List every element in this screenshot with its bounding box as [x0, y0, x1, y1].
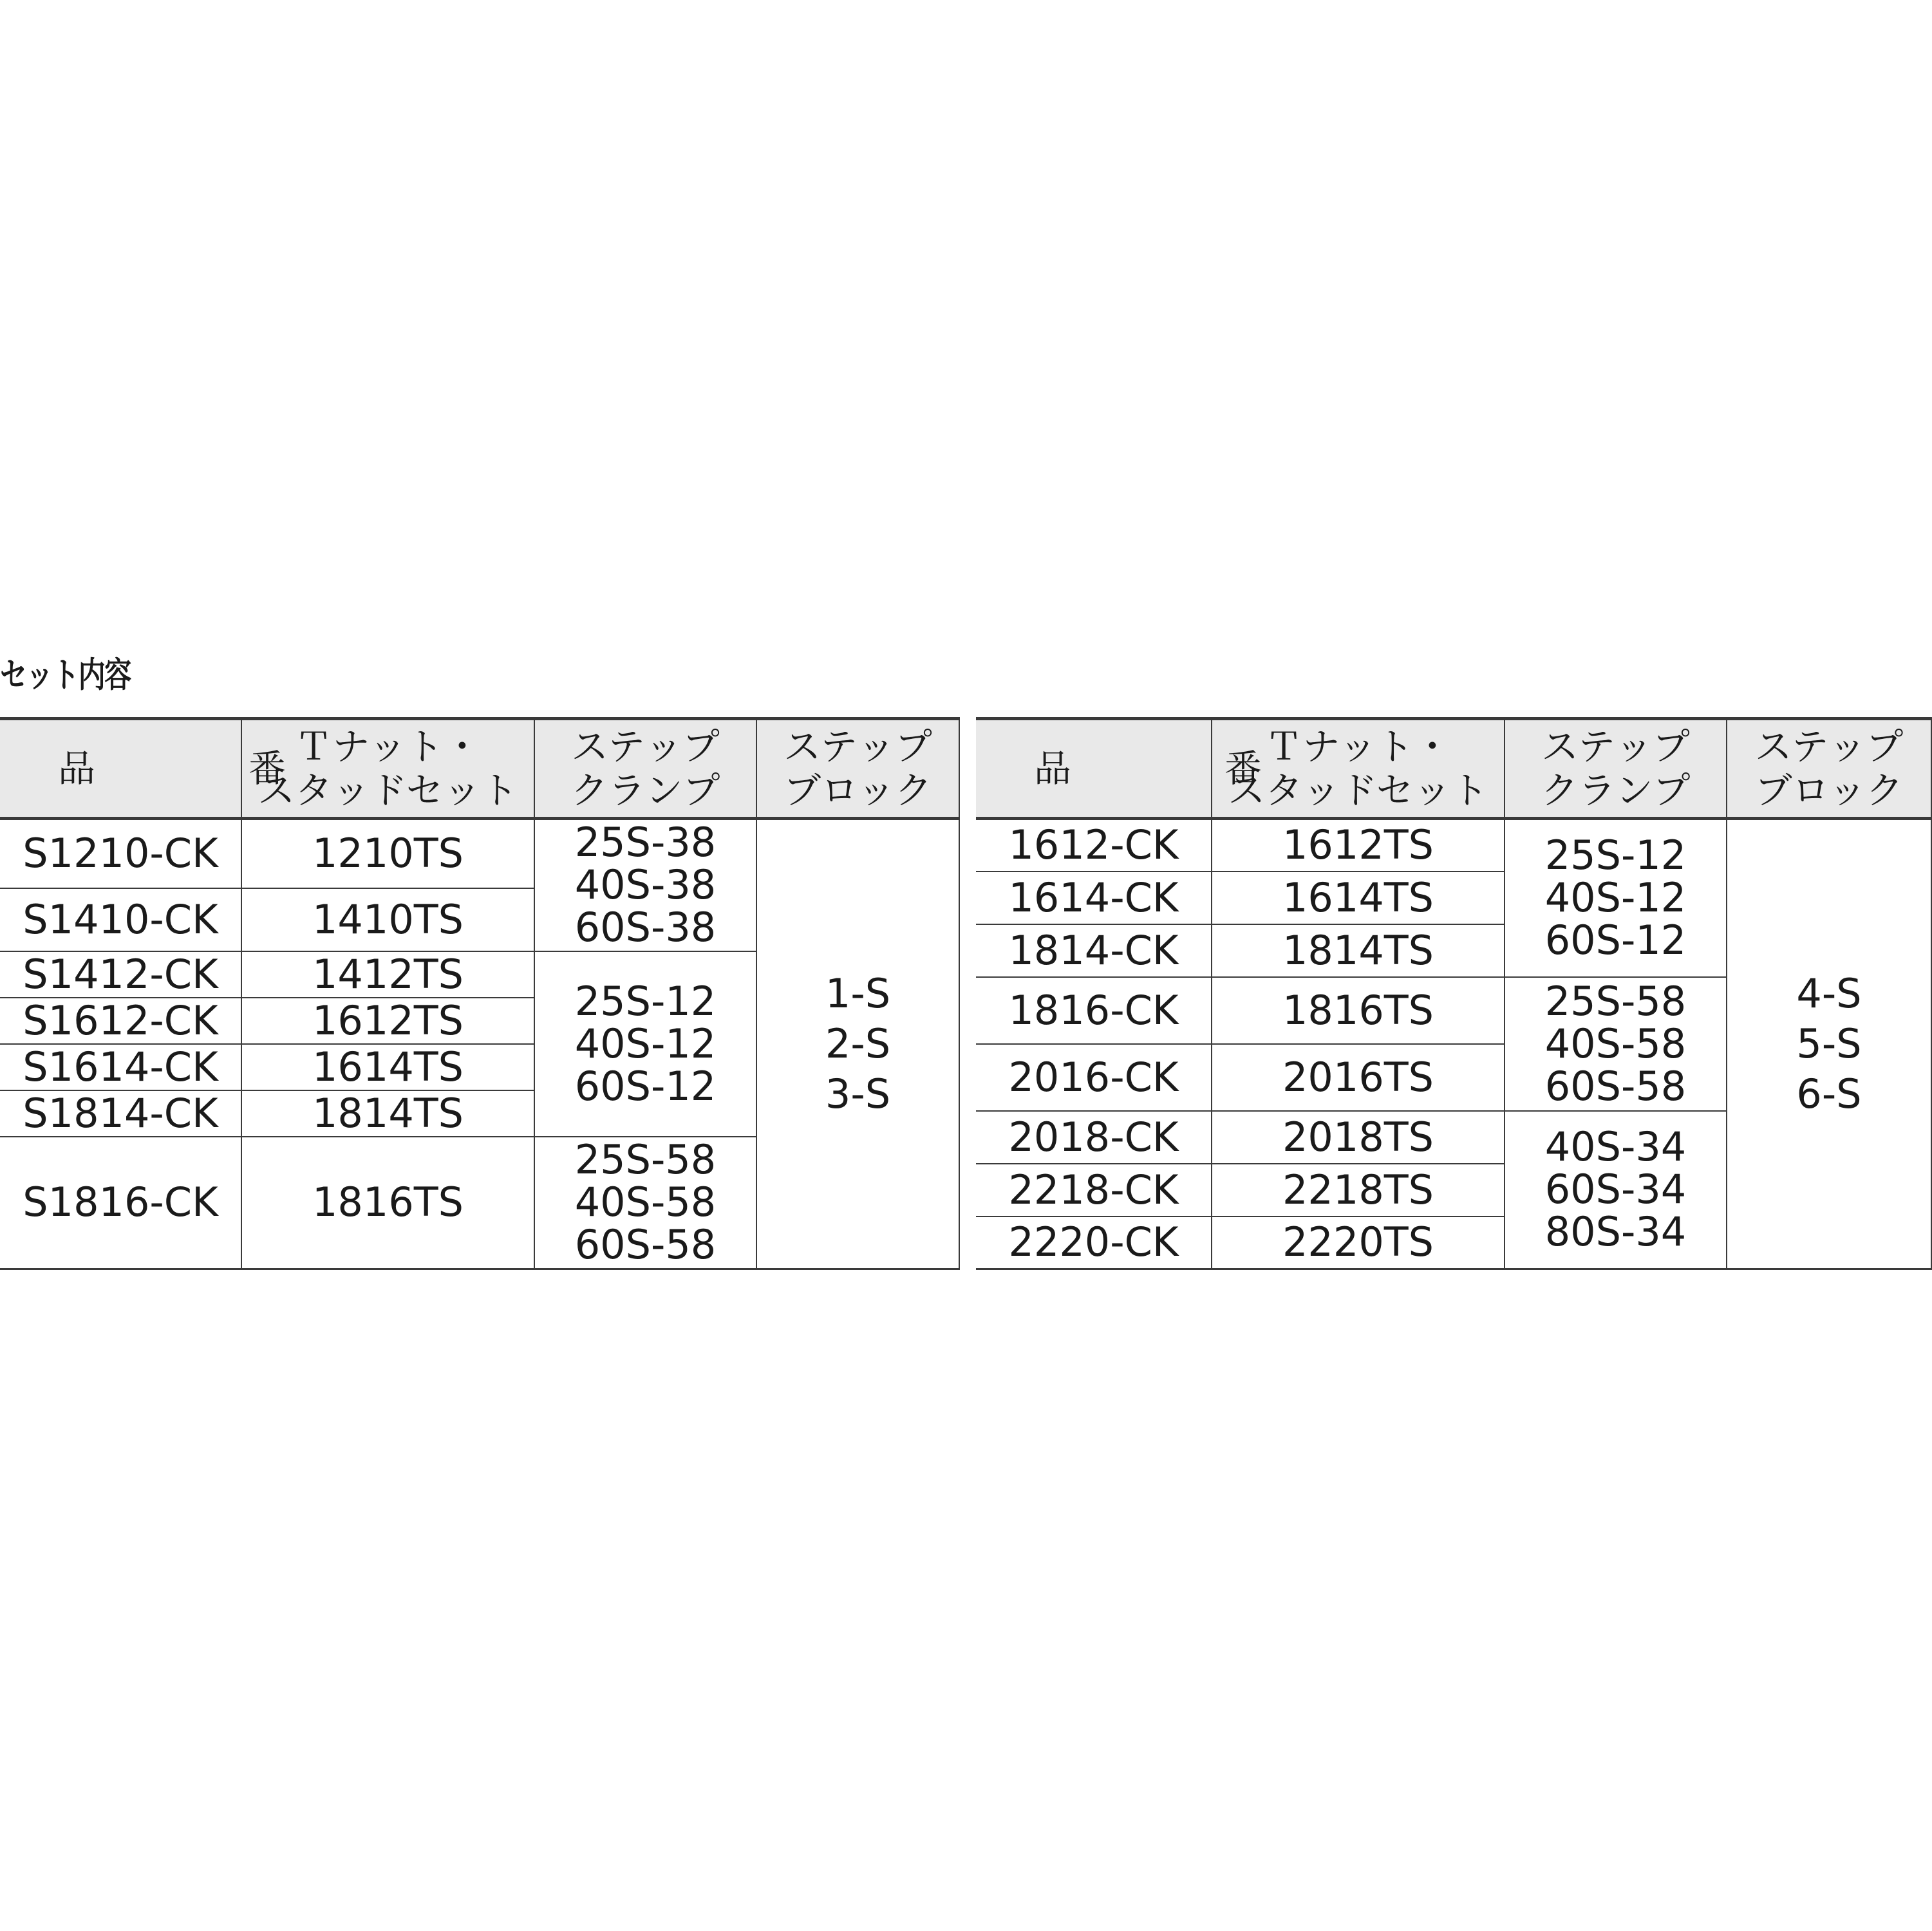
header-tnut-stud-set: Ｔナット・ スタッドセット: [1212, 719, 1505, 819]
tnut-stud-set: 2018TS: [1212, 1111, 1505, 1164]
tnut-stud-set: 1210TS: [241, 819, 534, 888]
part-number: S1412-CK: [0, 951, 241, 998]
part-number: 1814-CK: [976, 924, 1212, 977]
section-title: セット内容: [0, 655, 131, 695]
tnut-stud-set: 2220TS: [1212, 1217, 1505, 1269]
step-clamp-group: 25S-12 40S-12 60S-12: [534, 951, 756, 1137]
step-clamp-group: 25S-58 40S-58 60S-58: [1505, 977, 1727, 1111]
header-part-no: 品 番: [0, 719, 241, 819]
part-number: 1614-CK: [976, 872, 1212, 924]
part-number: 2016-CK: [976, 1044, 1212, 1111]
tnut-stud-set: 1814TS: [1212, 924, 1505, 977]
part-number: S1614-CK: [0, 1044, 241, 1090]
header-part-no: 品 番: [976, 719, 1212, 819]
tnut-stud-set: 2218TS: [1212, 1164, 1505, 1217]
tnut-stud-set: 1412TS: [241, 951, 534, 998]
tnut-stud-set: 1614TS: [241, 1044, 534, 1090]
step-clamp-group: 25S-38 40S-38 60S-38: [534, 819, 756, 951]
part-number: S1814-CK: [0, 1090, 241, 1137]
tnut-stud-set: 1612TS: [241, 998, 534, 1044]
step-block-group: 4-S 5-S 6-S: [1727, 819, 1931, 1269]
part-number: S1816-CK: [23, 1179, 218, 1226]
tnut-stud-set: 2016TS: [1212, 1044, 1505, 1111]
tnut-stud-set: 1816TS: [1212, 977, 1505, 1044]
header-row: [976, 719, 1931, 819]
header-step-clamp: ステップ クランプ: [534, 719, 756, 819]
table-row: [976, 819, 1931, 872]
step-clamp-group: 25S-58 40S-58 60S-58: [534, 1137, 756, 1269]
tnut-stud-set: 1816TS: [241, 1137, 534, 1269]
tnut-stud-set: 1814TS: [241, 1090, 534, 1137]
header-tnut-stud-set: Ｔナット・ スタッドセット: [241, 719, 534, 819]
step-clamp-group: 25S-12 40S-12 60S-12: [1505, 819, 1727, 977]
part-number: 1612-CK: [976, 819, 1212, 872]
part-number: 2018-CK: [976, 1111, 1212, 1164]
tnut-stud-set: 1410TS: [241, 888, 534, 951]
header-step-block: ステップ ブロック: [1727, 719, 1931, 819]
part-number: S1612-CK: [0, 998, 241, 1044]
header-step-clamp: ステップ クランプ: [1505, 719, 1727, 819]
table-row: [0, 819, 959, 888]
part-number: 2220-CK: [1008, 1218, 1179, 1266]
left-spec-table: [0, 717, 960, 1270]
part-number: S1210-CK: [0, 819, 241, 888]
step-block-group: 1-S 2-S 3-S: [756, 819, 959, 1269]
part-number: 1816-CK: [976, 977, 1212, 1044]
tnut-stud-set: 1612TS: [1212, 819, 1505, 872]
part-number: S1410-CK: [0, 888, 241, 951]
header-row: [0, 719, 959, 819]
tnut-stud-set: 1614TS: [1212, 872, 1505, 924]
header-step-block: ステップ ブロック: [756, 719, 959, 819]
right-spec-table: [976, 717, 1932, 1270]
step-clamp-group: 40S-34 60S-34 80S-34: [1505, 1111, 1727, 1269]
part-number: 2218-CK: [976, 1164, 1212, 1217]
